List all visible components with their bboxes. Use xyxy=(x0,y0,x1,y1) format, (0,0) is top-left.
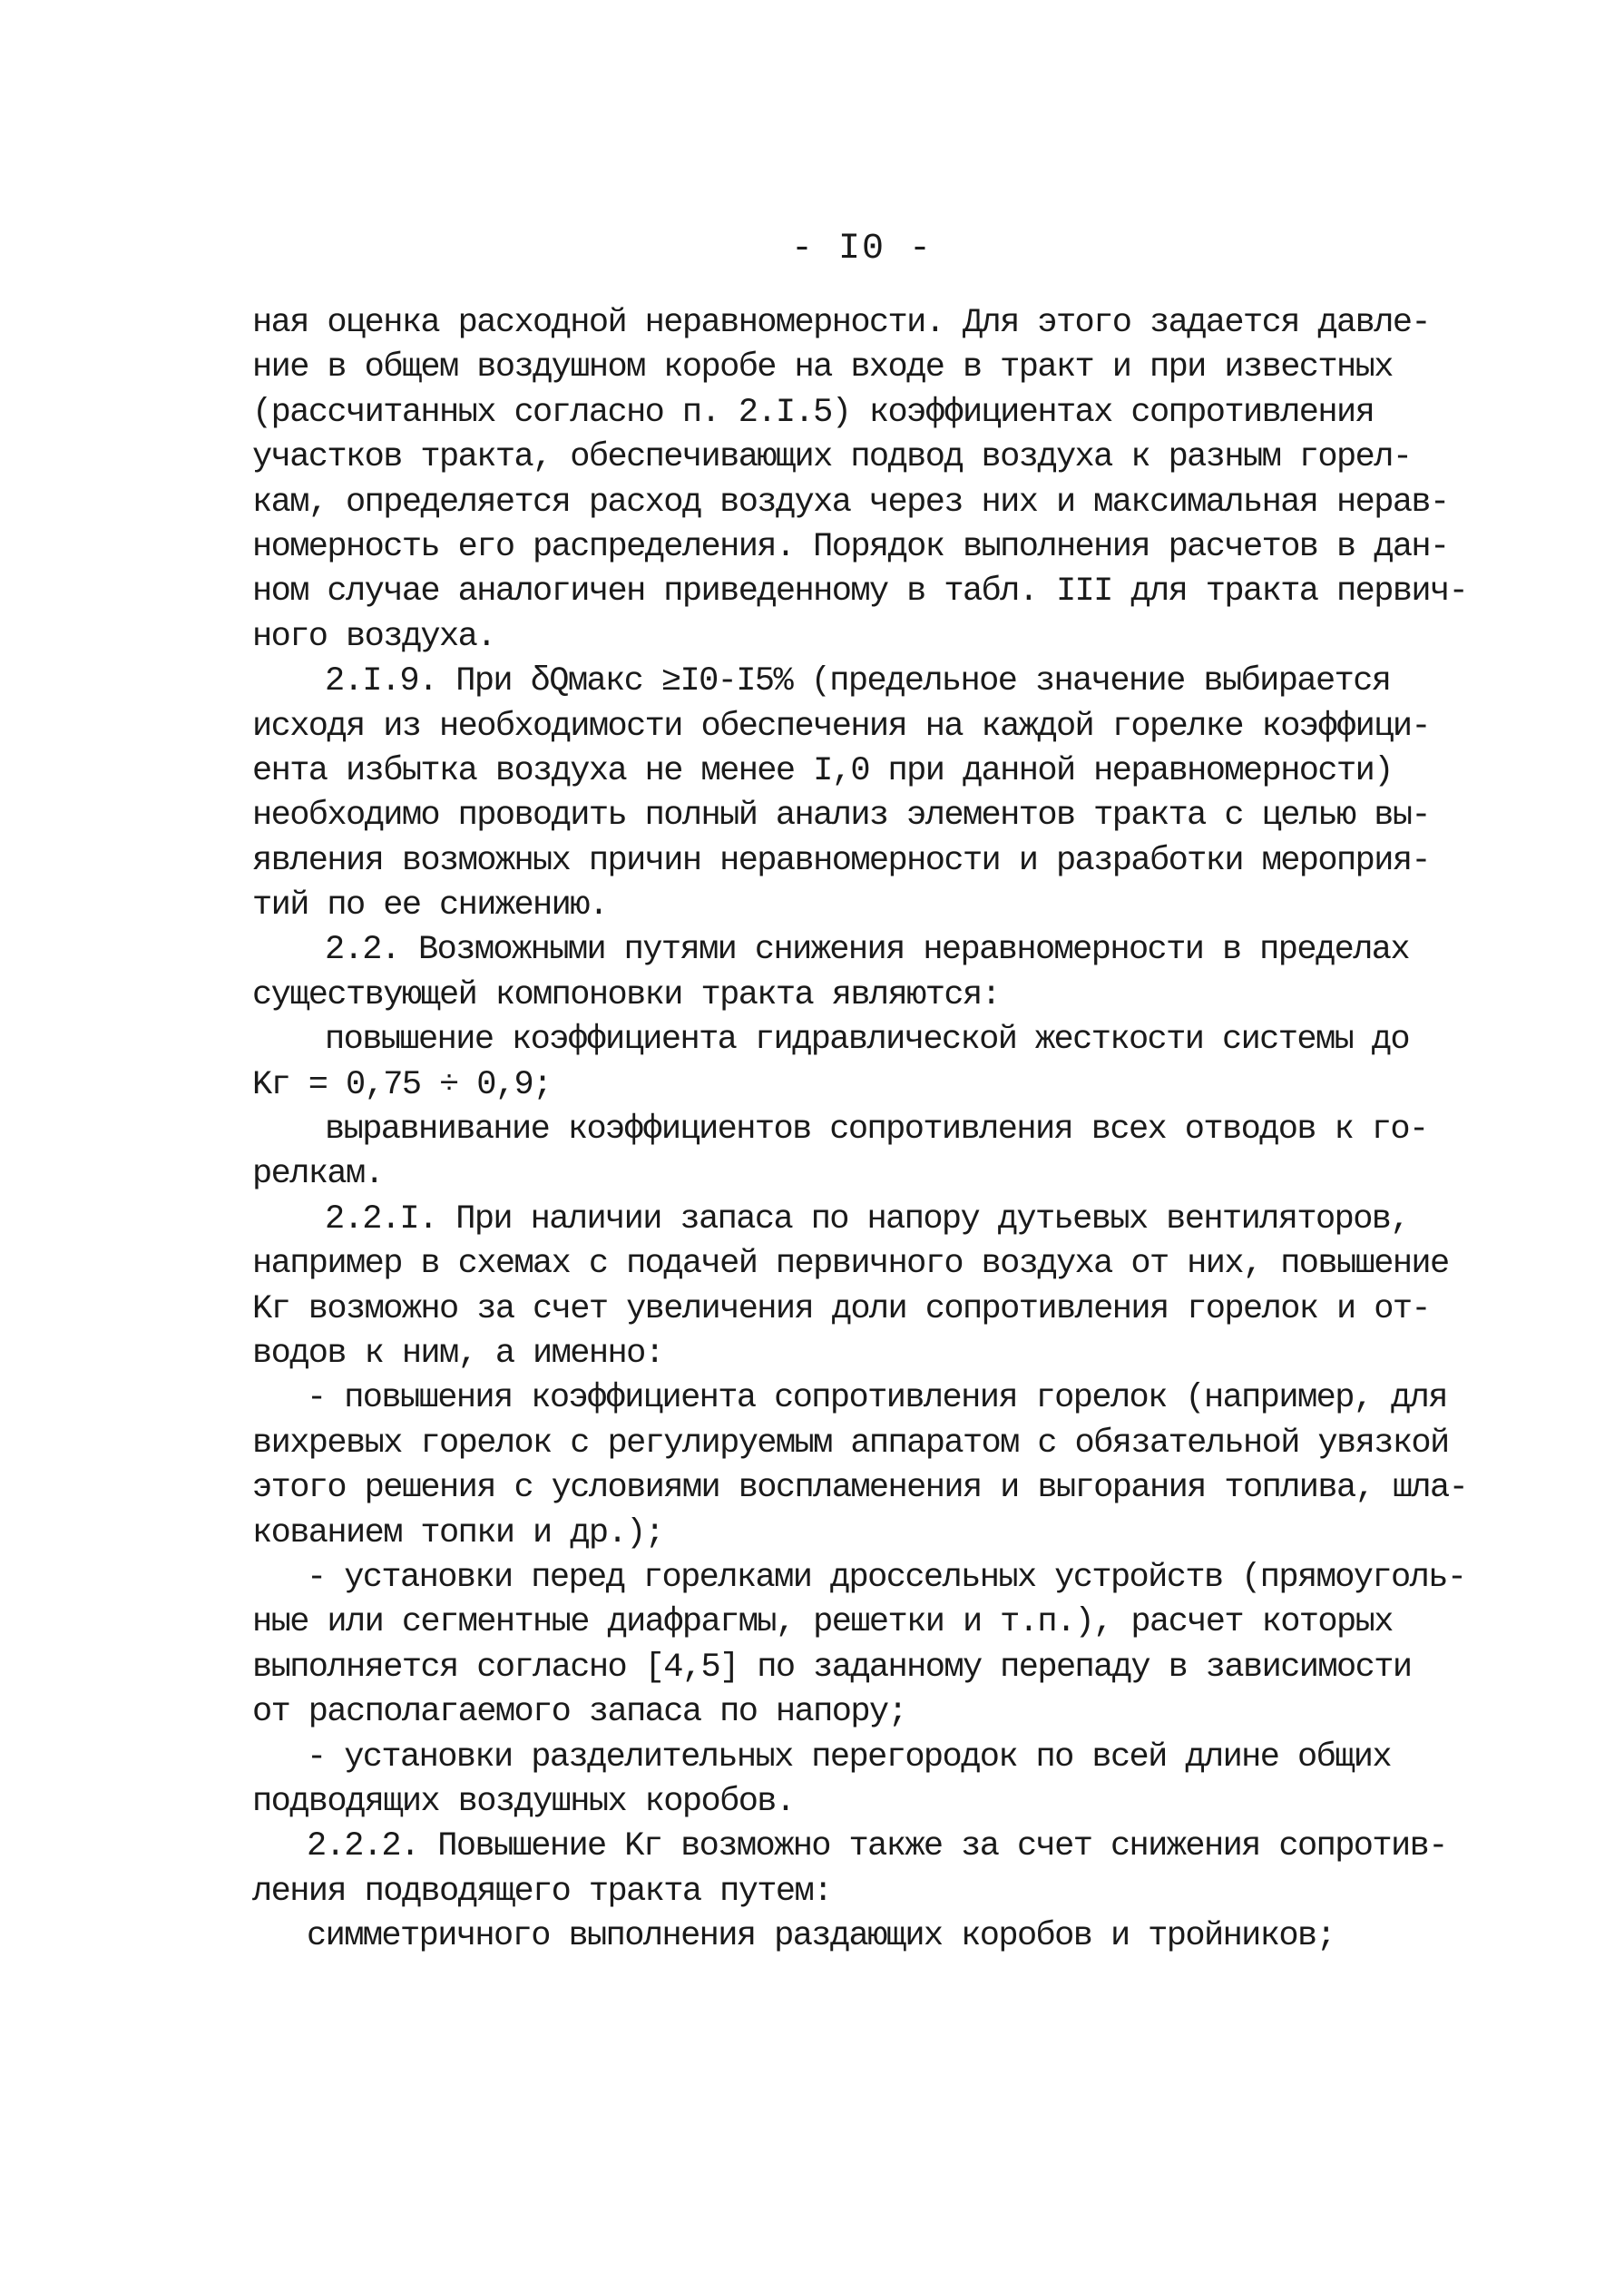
text-line: 2.2.2. Повышение Kг возможно также за счет снижения сопротив- xyxy=(307,1827,1447,1866)
text-line: явления возможных причин неравномерности и разработки мероприя- xyxy=(252,841,1431,880)
text-line: ная оценка расходной неравномерности. Для этого задается давле- xyxy=(252,304,1431,342)
text-line: (рассчитанных согласно п. 2.I.5) коэффициентах сопротивления xyxy=(252,393,1375,432)
text-line: кованием топки и др.); xyxy=(252,1513,664,1552)
text-line: 2.I.9. При δQмакс ≥I0-I5% (предельное значение выбирается xyxy=(325,662,1391,701)
body-text xyxy=(252,301,1468,1959)
text-line: кам, определяется расход воздуха через них и максимальная нерав- xyxy=(252,483,1449,522)
text-line: ном случае аналогичен приведенному в табл. III для тракта первич- xyxy=(252,573,1468,612)
text-line: релкам. xyxy=(252,1155,384,1194)
text-line: выполняется согласно [4,5] по заданному перепаду в зависимости xyxy=(252,1648,1412,1687)
text-line: необходимо проводить полный анализ элементов тракта с целью вы- xyxy=(252,797,1431,836)
text-line: ного воздуха. xyxy=(252,617,495,656)
text-line: исходя из необходимости обеспечения на каждой горелке коэффици- xyxy=(252,707,1431,746)
text-line: симметричного выполнения раздающих коробов и тройников; xyxy=(307,1917,1335,1956)
text-line: - установки перед горелками дроссельных устройств (прямоуголь- xyxy=(307,1558,1466,1597)
text-line: Kг = 0,75 ÷ 0,9; xyxy=(252,1065,552,1104)
text-line: участков тракта, обеспечивающих подвод воздуха к разным горел- xyxy=(252,438,1412,477)
text-line: выравнивание коэффициентов сопротивления всех отводов к го- xyxy=(325,1111,1428,1150)
text-line: например в схемах с подачей первичного воздуха от них, повышение xyxy=(252,1245,1449,1284)
page-number: - I0 - xyxy=(790,229,934,269)
text-line: - установки разделительных перегородок по всей длине общих xyxy=(307,1738,1392,1777)
text-line: вихревых горелок с регулируемым аппаратом с обязательной увязкой xyxy=(252,1424,1449,1463)
text-line: этого решения с условиями воспламенения и выгорания топлива, шла- xyxy=(252,1469,1468,1508)
text-line: тий по ее снижению. xyxy=(252,886,608,925)
text-line: от располагаемого запаса по напору; xyxy=(252,1693,907,1732)
text-line: ные или сегментные диафрагмы, решетки и т.п.), расчет которых xyxy=(252,1603,1393,1642)
text-line: 2.2. Возможными путями снижения неравномерности в пределах xyxy=(325,931,1410,970)
text-line: ления подводящего тракта путем: xyxy=(252,1872,832,1911)
text-line: Kг возможно за счет увеличения доли сопротивления горелок и от- xyxy=(252,1289,1431,1328)
text-line: водов к ним, а именно: xyxy=(252,1334,664,1373)
text-line: 2.2.I. При наличии запаса по напору дутьевых вентиляторов, xyxy=(325,1199,1410,1238)
text-line: существующей компоновки тракта являются: xyxy=(252,975,1001,1014)
text-line: - повышения коэффициента сопротивления горелок (например, для xyxy=(307,1379,1447,1418)
text-line: повышение коэффициента гидравлической жесткости системы до xyxy=(325,1021,1410,1060)
text-line: подводящих воздушных коробов. xyxy=(252,1782,795,1821)
text-line: номерность его распределения. Порядок выполнения расчетов в дан- xyxy=(252,527,1449,566)
text-line: ние в общем воздушном коробе на входе в тракт и при известных xyxy=(252,348,1393,387)
text-line: ента избытка воздуха не менее I,0 при данной неравномерности) xyxy=(252,751,1393,790)
